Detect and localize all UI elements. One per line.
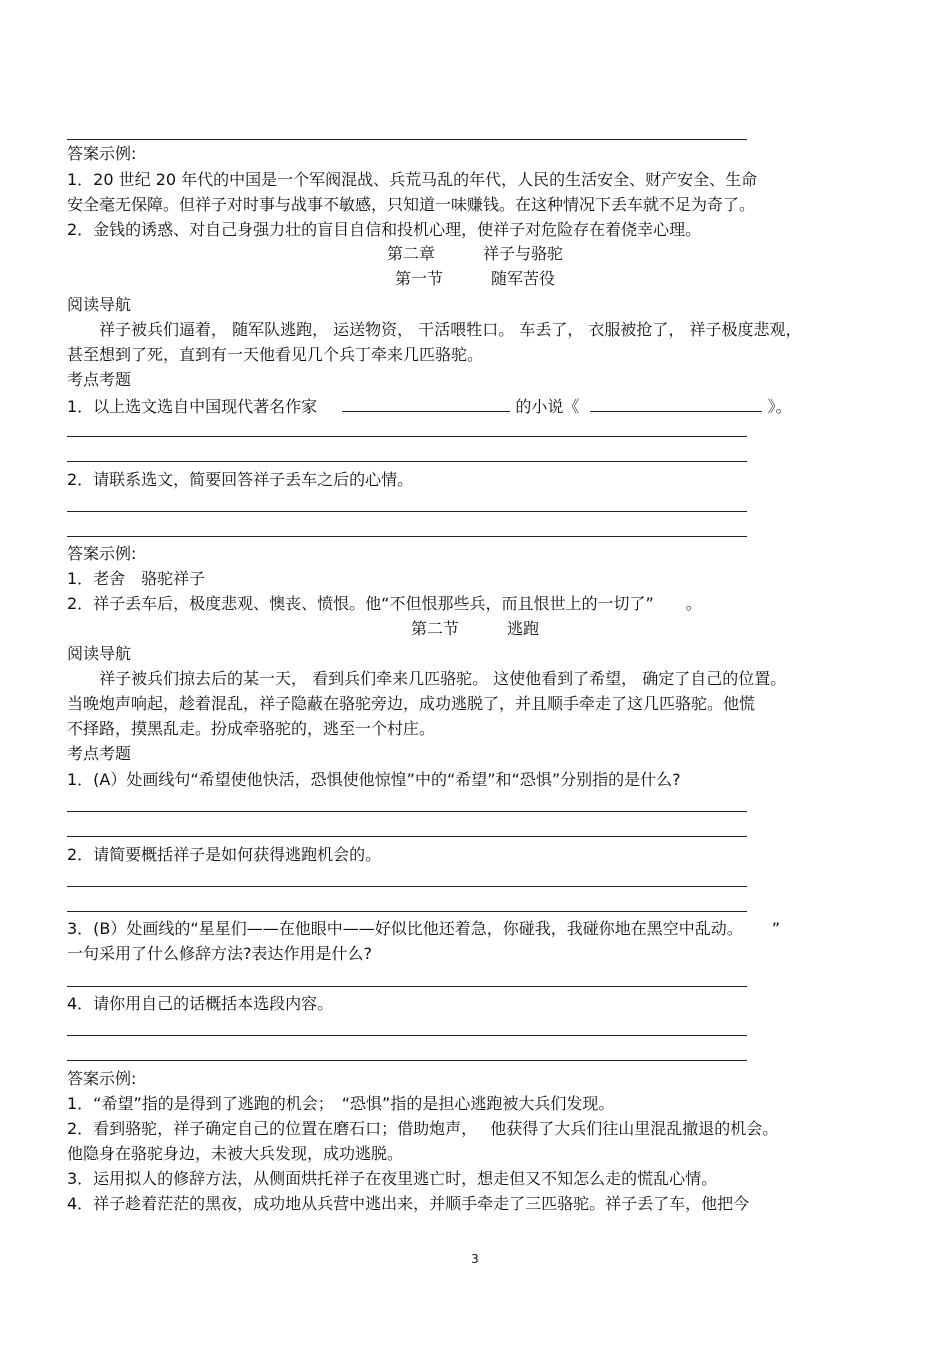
answer-line[interactable]: [67, 911, 747, 912]
answer-line[interactable]: [67, 536, 747, 537]
answer-4: 4．祥子趁着茫茫的黑夜，成功地从兵营中逃出来，并顺手牵走了三匹骆驼。祥子丢了车，他把今: [67, 1194, 750, 1213]
answer-heading: 答案示例:: [67, 1069, 137, 1088]
answer-1: 1．老舍 骆驼祥子: [67, 569, 206, 588]
answer-1: 1．“希望”指的是得到了逃跑的机会； “恐惧”指的是担心逃跑被大兵们发现。: [67, 1094, 615, 1113]
section-title-2: 第二节 逃跑: [410, 619, 539, 638]
question-3-line-1: 3．(B）处画线的“星星们——在他眼中——好似比他还着急，你碰我，我碰你地在黑空中乱动。 ”: [67, 919, 781, 938]
reading-guide-line-1: 祥子被兵们掠去后的某一天， 看到兵们牵来几匹骆驼。 这使他看到了希望， 确定了自己的位置。: [67, 669, 787, 688]
answer-line[interactable]: [67, 886, 747, 887]
question-1: 1．(A）处画线句“希望使他快活，恐惧使他惊惶”中的“希望”和“恐惧”分别指的是什么?: [67, 770, 681, 789]
question-1-end: 》。: [767, 397, 792, 416]
answer-2-line-1: 2．看到骆驼，祥子确定自己的位置在磨石口；借助炮声， 他获得了大兵们往山里混乱撤退的机会。: [67, 1119, 779, 1138]
answer-1-line-2: 安全毫无保障。但祥子对时事与战事不敏感，只知道一味赚钱。在这种情况下丢车就不足为奇了。: [67, 195, 756, 214]
answer-1-line-1: 1．20 世纪 20 年代的中国是一个军阀混战、兵荒马乱的年代，人民的生活安全、财产安全、生命: [67, 170, 758, 189]
answer-heading: 答案示例:: [67, 144, 137, 163]
answer-line[interactable]: [67, 461, 747, 462]
section-title-1: 第一节 随军苦役: [394, 269, 555, 288]
answer-2: 2．祥子丢车后，极度悲观、懊丧、愤恨。他“不但恨那些兵，而且恨世上的一切了” 。: [67, 594, 702, 613]
answer-line[interactable]: [67, 511, 747, 512]
reading-guide-heading: 阅读导航: [67, 295, 132, 314]
question-2: 2．请联系选文，简要回答祥子丢车之后的心情。: [67, 470, 414, 489]
answer-line[interactable]: [67, 986, 747, 987]
exam-heading: 考点考题: [67, 744, 132, 763]
reading-guide-heading: 阅读导航: [67, 644, 132, 663]
question-1: [67, 395, 792, 418]
answer-heading: 答案示例:: [67, 544, 137, 563]
answer-3: 3．运用拟人的修辞方法，从侧面烘托祥子在夜里逃亡时，想走但又不知怎么走的慌乱心情。: [67, 1169, 718, 1188]
author-blank[interactable]: [342, 395, 510, 412]
question-2: 2．请简要概括祥子是如何获得逃跑机会的。: [67, 845, 382, 864]
answer-line[interactable]: [67, 1035, 747, 1036]
answer-line[interactable]: [67, 436, 747, 437]
answer-2: 2．金钱的诱惑、对自己身强力壮的盲目自信和投机心理，使祥子对危险存在着侥幸心理。: [67, 220, 702, 239]
answer-2-line-2: 他隐身在骆驼身边，未被大兵发现，成功逃脱。: [67, 1144, 404, 1163]
question-1-prefix: 1．以上选文选自中国现代著名作家: [67, 397, 318, 416]
exam-heading: 考点考题: [67, 370, 132, 389]
reading-guide-line-2: 当晚炮声响起，趁着混乱，祥子隐蔽在骆驼旁边，成功逃脱了，并且顺手牵走了这几匹骆驼。他慌: [67, 694, 756, 713]
answer-rule: [67, 139, 747, 140]
answer-line[interactable]: [67, 1060, 747, 1061]
question-4: 4．请你用自己的话概括本选段内容。: [67, 994, 334, 1013]
reading-guide-line-1: 祥子被兵们逼着， 随军队逃跑， 运送物资， 干活喂牲口。 车丢了， 衣服被抢了， 祥子极度悲观，: [67, 320, 802, 339]
chapter-title: 第二章 祥子与骆驼: [386, 244, 563, 263]
reading-guide-line-2: 甚至想到了死，直到有一天他看见几个兵丁牵来几匹骆驼。: [67, 345, 484, 364]
question-3-line-2: 一句采用了什么修辞方法?表达作用是什么?: [67, 944, 372, 963]
page-number: 3: [471, 1252, 479, 1266]
question-1-mid: 的小说《: [515, 397, 580, 416]
answer-line[interactable]: [67, 836, 747, 837]
novel-title-blank[interactable]: [590, 395, 762, 412]
answer-line[interactable]: [67, 811, 747, 812]
reading-guide-line-3: 不择路，摸黑乱走。扮成牵骆驼的，逃至一个村庄。: [67, 719, 436, 738]
